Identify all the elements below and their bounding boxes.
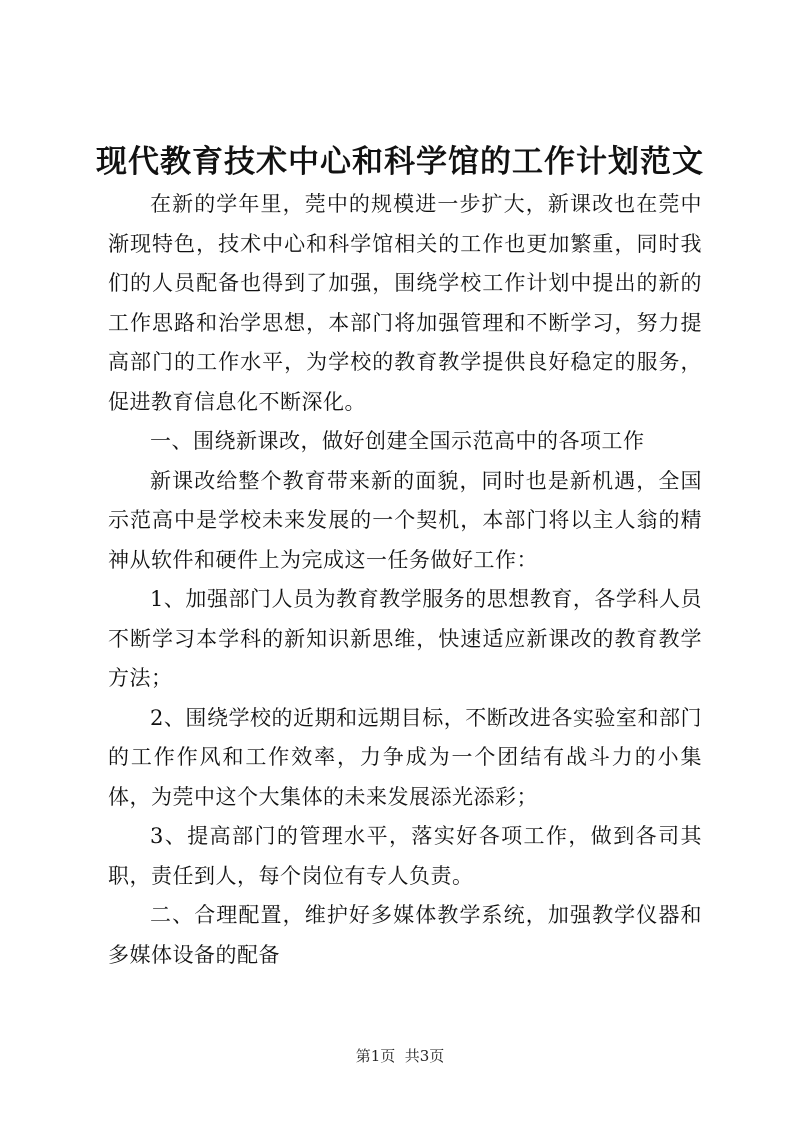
section-heading-1: 一、围绕新课改，做好创建全国示范高中的各项工作 — [150, 429, 645, 453]
paragraph-section-1: 新课改给整个教育带来新的面貌，同时也是新机遇，全国示范高中是学校未来发展的一个契机，本部门将以主人翁的精神从软件和硬件上为完成这一任务做好工作： — [108, 468, 702, 572]
page-number-footer: 第1页 共3页 — [355, 1047, 445, 1065]
document-body — [108, 185, 702, 975]
paragraph-intro: 在新的学年里，莞中的规模进一步扩大，新课改也在莞中渐现特色，技术中心和科学馆相关的工作也更加繁重，同时我们的人员配备也得到了加强，围绕学校工作计划中提出的新的工作思路和治学思想，本部门将加强管理和不断学习，努力提高部门的工作水平，为学校的教育教学提供良好稳定的服务，促进教育信息化不断深化。 — [108, 192, 702, 414]
list-item-2: 2、围绕学校的近期和远期目标，不断改进各实验室和部门的工作作风和工作效率，力争成为一个团结有战斗力的小集体，为莞中这个大集体的未来发展添光添彩； — [108, 705, 702, 809]
section-heading-2: 二、合理配置，维护好多媒体教学系统，加强教学仪器和多媒体设备的配备 — [108, 903, 702, 967]
document-title: 现代教育技术中心和科学馆的工作计划范文 — [96, 144, 704, 180]
list-item-3: 3、提高部门的管理水平，落实好各项工作，做到各司其职，责任到人，每个岗位有专人负责。 — [108, 824, 702, 888]
list-item-1: 1、加强部门人员为教育教学服务的思想教育，各学科人员不断学习本学科的新知识新思维，快速适应新课改的教育教学方法； — [108, 587, 702, 690]
